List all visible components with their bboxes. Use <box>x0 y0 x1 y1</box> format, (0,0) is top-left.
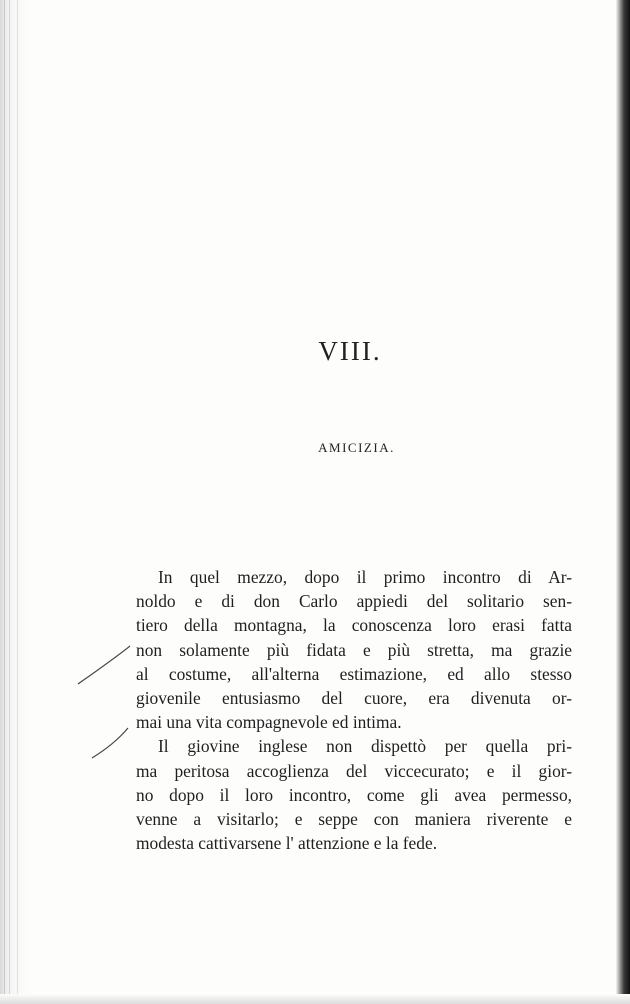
pencil-stroke <box>92 728 128 758</box>
text-line: Il giovine inglese non dispettò per quella pri- <box>158 736 572 757</box>
page-edge-line <box>4 0 5 1004</box>
chapter-number: VIII. <box>318 336 382 366</box>
text-line: venne a visitarlo; e seppe con maniera riverente e <box>136 808 572 829</box>
pencil-margin-marks <box>70 640 140 780</box>
text-line: ma peritosa accoglienza del viccecurato; e il gior- <box>136 760 572 781</box>
text-line: modesta cattivarsene l' attenzione e la fede. <box>136 833 438 854</box>
text-line: al costume, all'alterna estimazione, ed allo stesso <box>136 663 572 684</box>
text-line: non solamente più fidata e più stretta, ma grazie <box>136 639 572 660</box>
text-line: mai una vita compagnevole ed intima. <box>136 712 402 733</box>
paragraph-2 <box>136 734 572 855</box>
page-bottom-edge <box>0 994 630 1004</box>
paragraph-1 <box>136 565 572 734</box>
text-line: giovenile entusiasmo del cuore, era divenuta or- <box>136 687 572 708</box>
text-line: no dopo il loro incontro, come gli avea permesso, <box>136 784 572 805</box>
pencil-stroke <box>78 646 130 684</box>
chapter-title: AMICIZIA. <box>318 440 395 455</box>
page-right-edge <box>616 0 630 1004</box>
text-line: noldo e di don Carlo appiedi del solitario sen- <box>136 591 572 612</box>
text-line: tiero della montagna, la conoscenza loro erasi fatta <box>136 615 572 636</box>
page-edge-line <box>9 0 10 1004</box>
page-edge-line <box>17 0 18 1004</box>
text-line: In quel mezzo, dopo il primo incontro di Ar- <box>158 567 572 587</box>
body-text <box>136 565 572 855</box>
